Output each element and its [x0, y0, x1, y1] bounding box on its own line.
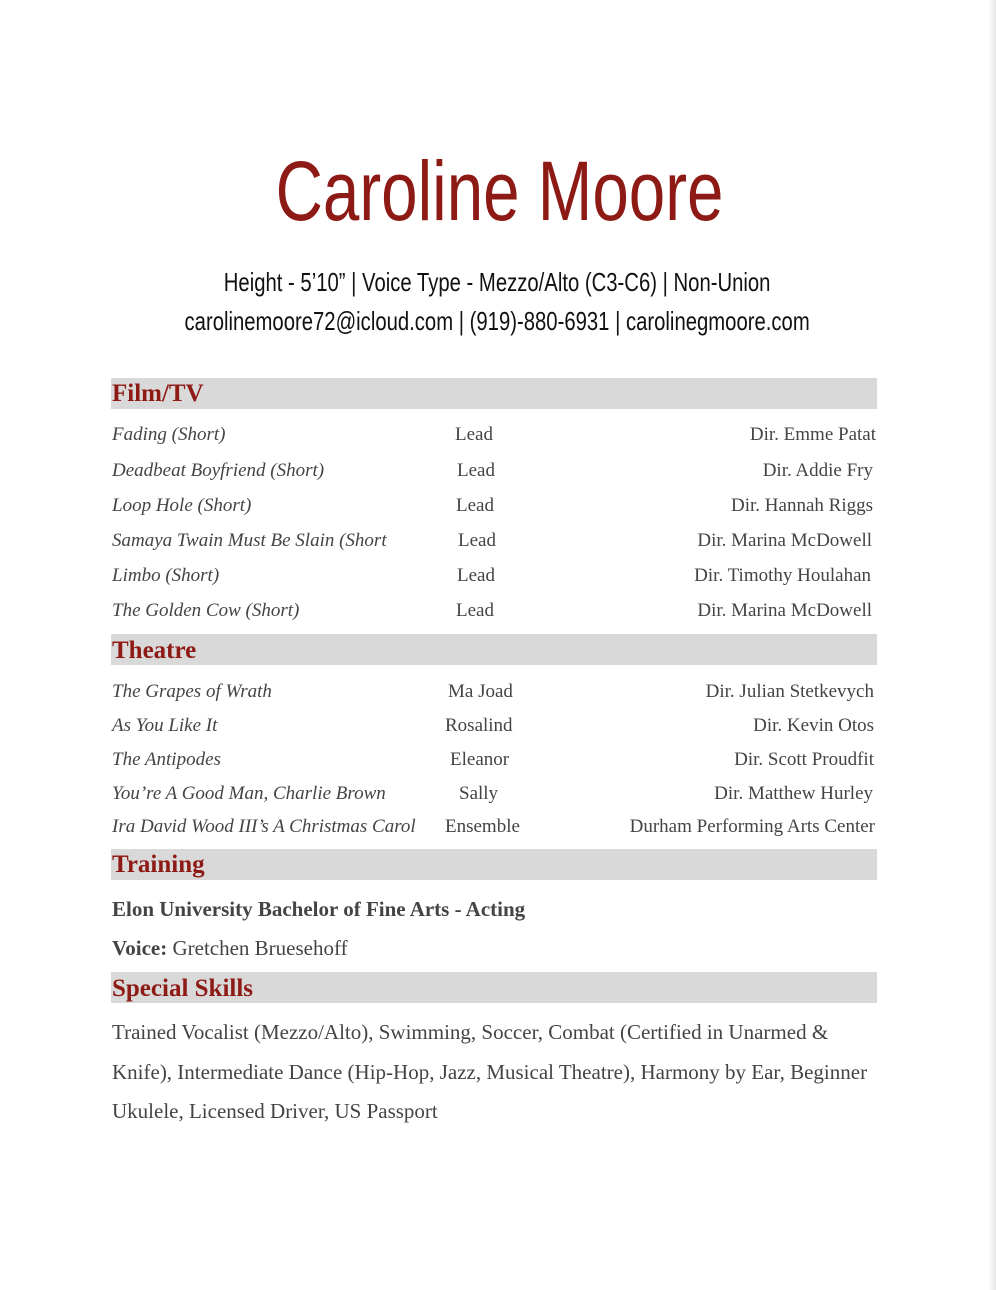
credit-title: Samaya Twain Must Be Slain (Short [112, 530, 387, 551]
credit-director: Dir. Matthew Hurley [714, 783, 873, 804]
credit-row [0, 596, 996, 626]
credit-director: Dir. Timothy Houlahan [694, 565, 871, 586]
credit-row [0, 745, 996, 775]
credit-row [0, 420, 996, 450]
credit-title: The Grapes of Wrath [112, 681, 272, 702]
credit-row [0, 677, 996, 707]
credit-title: As You Like It [112, 715, 218, 736]
credit-role: Ensemble [445, 816, 520, 837]
page-edge-shadow [988, 0, 996, 1290]
credit-director: Dir. Emme Patat [749, 424, 876, 445]
credit-role: Lead [456, 600, 494, 621]
credit-title: Fading (Short) [112, 424, 226, 445]
voice-teacher: Gretchen Bruesehoff [167, 936, 348, 960]
credit-role: Lead [458, 530, 496, 551]
credit-director: Dir. Marina McDowell [697, 600, 872, 621]
credit-row [0, 812, 996, 842]
credit-role: Ma Joad [448, 681, 513, 702]
credit-role: Lead [455, 424, 493, 445]
voice-label: Voice: [112, 936, 168, 960]
training-heading: Training [112, 851, 205, 878]
credit-row [0, 491, 996, 521]
credit-role: Lead [456, 495, 494, 516]
credit-director: Dir. Scott Proudfit [734, 749, 874, 770]
credit-row [0, 526, 996, 556]
credit-row [0, 711, 996, 741]
theatre-heading: Theatre [112, 637, 197, 664]
contact-line: carolinemoore72@icloud.com | (919)-880-6931 | carolinegmoore.com [184, 306, 810, 336]
credit-role: Sally [459, 783, 499, 804]
credit-role: Lead [457, 460, 495, 481]
credit-row [0, 456, 996, 486]
stats-line: Height - 5’10” | Voice Type - Mezzo/Alto (C3-C6) | Non-Union [223, 267, 771, 297]
film-tv-section-bar [111, 378, 877, 409]
special-skills-heading: Special Skills [112, 975, 254, 1002]
training-voice [112, 933, 348, 963]
credit-role: Lead [457, 565, 495, 586]
training-section-bar [111, 849, 877, 880]
credit-role: Eleanor [450, 749, 510, 770]
credit-director: Durham Performing Arts Center [629, 816, 875, 837]
credit-title: The Golden Cow (Short) [112, 600, 300, 621]
credit-title: Deadbeat Boyfriend (Short) [112, 460, 325, 481]
credit-row [0, 561, 996, 591]
credit-title: You’re A Good Man, Charlie Brown [112, 783, 386, 804]
credit-role: Rosalind [445, 715, 513, 736]
actor-name: Caroline Moore [275, 144, 724, 238]
credit-director: Dir. Hannah Riggs [731, 495, 873, 516]
training-degree: Elon University Bachelor of Fine Arts - Acting [112, 897, 526, 921]
credit-title: Limbo (Short) [112, 565, 220, 586]
special-skills-text: Trained Vocalist (Mezzo/Alto), Swimming, Soccer, Combat (Certified in Unarmed & Knife), Intermediate Dance (Hip-Hop, Jazz, Musical Theatre), Harmony by Ear, Beginner Ukulele, Licensed Driver, US Passport [112, 1020, 868, 1123]
credit-title: Ira David Wood III’s A Christmas Carol [112, 816, 416, 837]
credit-row [0, 779, 996, 809]
theatre-section-bar [111, 634, 877, 665]
credit-title: Loop Hole (Short) [112, 495, 252, 516]
credit-director: Dir. Marina McDowell [697, 530, 872, 551]
film-tv-heading: Film/TV [112, 380, 204, 407]
credit-director: Dir. Kevin Otos [753, 715, 874, 736]
credit-director: Dir. Addie Fry [762, 460, 873, 481]
credit-director: Dir. Julian Stetkevych [705, 681, 874, 702]
credit-title: The Antipodes [112, 749, 221, 770]
